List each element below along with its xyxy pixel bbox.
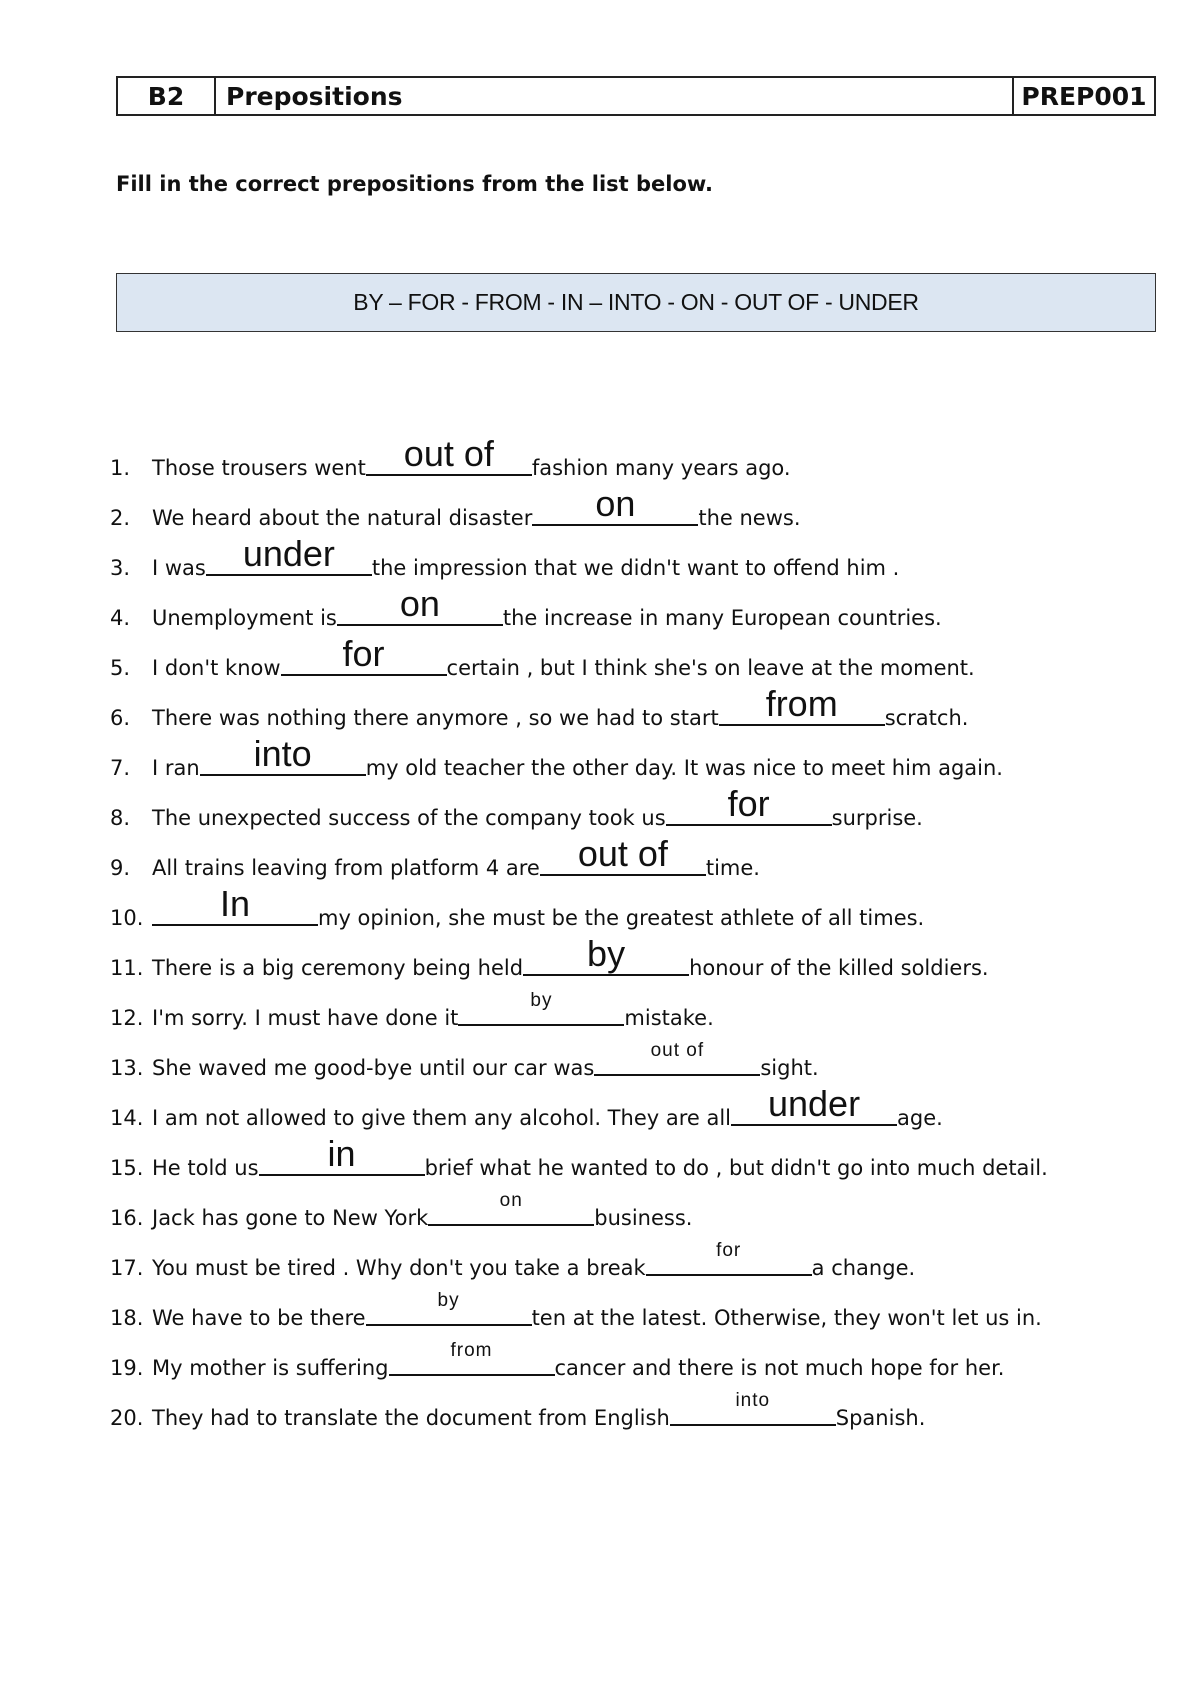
question-text-after: brief what he wanted to do , but didn't go into much detail.	[424, 1156, 1048, 1180]
handwritten-answer: out of	[403, 433, 494, 474]
answer-blank[interactable]	[523, 933, 689, 976]
question-text-after: honour of the killed soldiers.	[689, 956, 989, 980]
question-number: 6.	[110, 706, 131, 730]
handwritten-answer: on	[595, 483, 636, 524]
question-text-before: Unemployment is	[152, 606, 337, 630]
question-number: 10.	[110, 906, 144, 930]
question-text-before: They had to translate the document from English	[152, 1406, 670, 1430]
word-list-box: BY – FOR - FROM - IN – INTO - ON - OUT OF - UNDER	[116, 273, 1156, 332]
question-text-after: cancer and there is not much hope for her.	[554, 1356, 1005, 1380]
question-number: 16.	[110, 1206, 144, 1230]
question-text-after: the increase in many European countries.	[502, 606, 942, 630]
question-item	[110, 580, 1170, 630]
question-number: 5.	[110, 656, 131, 680]
question-item	[110, 1080, 1170, 1130]
question-text-after: Spanish.	[835, 1406, 926, 1430]
question-text-before: We heard about the natural disaster	[152, 506, 533, 530]
question-text-after: business.	[594, 1206, 693, 1230]
question-text-before: She waved me good-bye until our car was	[152, 1056, 595, 1080]
answer-blank[interactable]	[366, 1290, 532, 1326]
question-number: 7.	[110, 756, 131, 780]
question-item	[110, 930, 1170, 980]
question-text-after: the news.	[698, 506, 801, 530]
handwritten-answer: on	[399, 583, 440, 624]
question-text-before: I don't know	[152, 656, 281, 680]
question-item	[110, 1130, 1170, 1180]
question-item	[110, 530, 1170, 580]
question-text-before: I was	[152, 556, 206, 580]
handwritten-answer: by	[587, 933, 626, 974]
question-text-after: a change.	[811, 1256, 916, 1280]
question-text-before: There is a big ceremony being held	[152, 956, 524, 980]
answer-blank[interactable]	[337, 583, 503, 626]
question-item	[110, 430, 1170, 480]
question-number: 9.	[110, 856, 131, 880]
answer-blank[interactable]	[666, 783, 832, 826]
question-text-before: Jack has gone to New York	[152, 1206, 429, 1230]
answer-blank[interactable]	[428, 1190, 594, 1226]
handwritten-answer: by	[437, 1290, 460, 1311]
question-item	[110, 1230, 1170, 1280]
handwritten-answer: In	[219, 883, 251, 924]
question-item	[110, 730, 1170, 780]
question-text-before: We have to be there	[152, 1306, 366, 1330]
handwritten-answer: under	[242, 533, 335, 574]
answer-blank[interactable]	[281, 633, 447, 676]
worksheet-code: PREP001	[1021, 81, 1147, 111]
worksheet-header	[116, 76, 1156, 116]
answer-blank[interactable]	[366, 433, 532, 476]
question-number: 12.	[110, 1006, 144, 1030]
answer-blank[interactable]	[259, 1133, 425, 1176]
handwritten-answer: into	[253, 733, 312, 774]
question-item	[110, 1330, 1170, 1380]
question-text-before: You must be tired . Why don't you take a break	[152, 1256, 646, 1280]
handwritten-answer: from	[450, 1340, 493, 1361]
question-number: 13.	[110, 1056, 144, 1080]
question-text-before: He told us	[152, 1156, 259, 1180]
handwritten-answer: under	[767, 1083, 861, 1124]
question-list	[110, 430, 1170, 1430]
question-number: 8.	[110, 806, 131, 830]
handwritten-answer: for	[727, 783, 770, 824]
question-item	[110, 880, 1170, 930]
worksheet-title: Prepositions	[216, 78, 1014, 114]
handwritten-answer: for	[716, 1240, 742, 1261]
answer-blank[interactable]	[594, 1040, 760, 1076]
answer-blank[interactable]	[389, 1340, 555, 1376]
question-number: 17.	[110, 1256, 144, 1280]
question-text-after: certain , but I think she's on leave at the moment.	[446, 656, 975, 680]
answer-blank[interactable]	[206, 533, 372, 576]
handwritten-answer: in	[327, 1133, 356, 1174]
question-text-before: All trains leaving from platform 4 are	[152, 856, 540, 880]
question-item	[110, 780, 1170, 830]
question-text-after: age.	[897, 1106, 943, 1130]
question-text-before: The unexpected success of the company took us	[152, 806, 666, 830]
question-text-after: my opinion, she must be the greatest athlete of all times.	[318, 906, 925, 930]
question-number: 15.	[110, 1156, 144, 1180]
question-text-before: There was nothing there anymore , so we had to start	[152, 706, 719, 730]
question-item	[110, 680, 1170, 730]
question-text-after: time.	[705, 856, 760, 880]
question-number: 18.	[110, 1306, 144, 1330]
question-text-after: fashion many years ago.	[531, 456, 791, 480]
question-text-after: ten at the latest. Otherwise, they won't let us in.	[531, 1306, 1042, 1330]
question-item	[110, 630, 1170, 680]
handwritten-answer: into	[735, 1390, 771, 1411]
question-text-after: my old teacher the other day. It was nice to meet him again.	[365, 756, 1003, 780]
question-text-before: I ran	[152, 756, 200, 780]
answer-blank[interactable]	[532, 483, 698, 526]
question-item	[110, 1180, 1170, 1230]
question-text-before: I'm sorry. I must have done it	[152, 1006, 459, 1030]
answer-blank[interactable]	[540, 833, 706, 876]
answer-blank[interactable]	[670, 1390, 836, 1426]
answer-blank[interactable]	[731, 1083, 897, 1126]
question-item	[110, 980, 1170, 1030]
handwritten-answer: for	[342, 633, 385, 674]
question-text-after: scratch.	[884, 706, 969, 730]
question-number: 4.	[110, 606, 131, 630]
question-text-after: sight.	[760, 1056, 819, 1080]
question-text-before: Those trousers went	[152, 456, 366, 480]
instructions: Fill in the correct prepositions from the list below.	[116, 172, 713, 196]
handwritten-answer: on	[499, 1190, 523, 1211]
answer-blank[interactable]	[458, 990, 624, 1026]
question-number: 14.	[110, 1106, 144, 1130]
question-item	[110, 1380, 1170, 1430]
answer-blank[interactable]	[646, 1240, 812, 1276]
handwritten-answer: by	[530, 990, 553, 1011]
question-number: 19.	[110, 1356, 144, 1380]
answer-blank[interactable]	[200, 733, 366, 776]
question-text-after: surprise.	[831, 806, 923, 830]
question-item	[110, 1280, 1170, 1330]
question-number: 1.	[110, 456, 131, 480]
handwritten-answer: from	[765, 683, 838, 724]
answer-blank[interactable]	[152, 883, 318, 926]
question-number: 11.	[110, 956, 144, 980]
handwritten-answer: out of	[650, 1040, 705, 1061]
question-text-after: mistake.	[624, 1006, 714, 1030]
question-number: 2.	[110, 506, 131, 530]
level-label: B2	[118, 78, 216, 114]
question-text-before: My mother is suffering	[152, 1356, 389, 1380]
question-text-after: the impression that we didn't want to offend him .	[371, 556, 900, 580]
question-item	[110, 830, 1170, 880]
question-item	[110, 1030, 1170, 1080]
handwritten-answer: out of	[577, 833, 668, 874]
question-text-before: I am not allowed to give them any alcohol. They are all	[152, 1106, 732, 1130]
question-number: 20.	[110, 1406, 144, 1430]
question-number: 3.	[110, 556, 131, 580]
question-item	[110, 480, 1170, 530]
answer-blank[interactable]	[719, 683, 885, 726]
